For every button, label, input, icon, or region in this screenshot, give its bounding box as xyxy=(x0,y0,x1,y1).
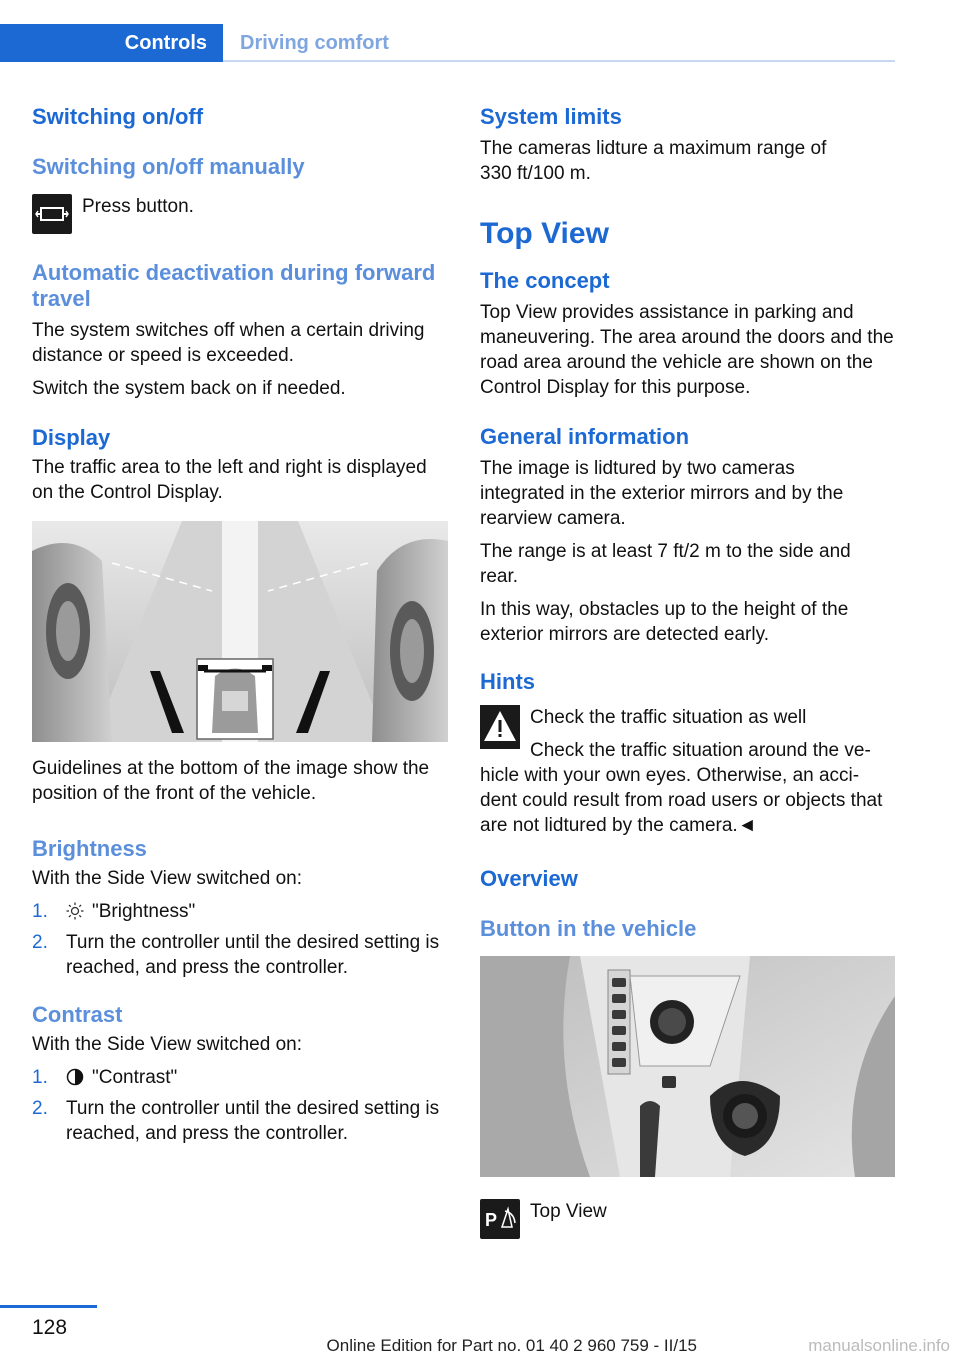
svg-text:P: P xyxy=(485,1210,498,1230)
heading-switching-manually: Switching on/off manually xyxy=(32,154,305,179)
paragraph-display: The traffic area to the left and right is displayed on the Control Display. xyxy=(32,457,427,503)
paragraph-contrast: With the Side View switched on: xyxy=(32,1034,303,1055)
tab-underline xyxy=(223,60,895,62)
sun-icon xyxy=(66,902,84,920)
paragraph-general-3: In this way, obstacles up to the height of the exterior mirrors are detected early. xyxy=(480,599,849,645)
footer-rule xyxy=(0,1305,97,1308)
heading-button-in-vehicle: Button in the vehicle xyxy=(480,916,697,941)
top-view-label: Top View xyxy=(530,1201,607,1222)
right-column xyxy=(480,100,896,1245)
warning-triangle-icon xyxy=(480,705,520,749)
heading-brightness: Brightness xyxy=(32,836,147,861)
press-button-row xyxy=(32,194,448,240)
paragraph-brightness: With the Side View switched on: xyxy=(32,868,303,889)
paragraph-switch-back: Switch the system back on if needed. xyxy=(32,378,346,399)
heading-automatic-deactivation: Automatic deactivation during forward travel xyxy=(32,260,436,311)
top-view-button-icon xyxy=(480,1199,520,1239)
side-view-button-icon xyxy=(32,194,72,234)
step-number: 2. xyxy=(32,932,48,953)
side-view-display-image xyxy=(32,521,448,742)
press-button-text: Press button. xyxy=(82,196,194,217)
warning-text: hicle with your own eyes. Otherwise, an acci-dent could result from road users or objects that are not lidtured by the camera.◄ xyxy=(480,765,883,836)
contrast-icon xyxy=(66,1068,84,1086)
left-column xyxy=(32,100,448,1152)
top-view-button-row xyxy=(480,1199,896,1245)
list-item xyxy=(32,899,448,924)
heading-general-information: General information xyxy=(480,424,690,449)
paragraph-system-limits: The cameras lidture a maximum range of 330 ft/100 m. xyxy=(480,138,827,184)
heading-display: Display xyxy=(32,425,111,450)
heading-hints: Hints xyxy=(480,669,535,694)
heading-top-view: Top View xyxy=(480,217,609,250)
paragraph-general-2: The range is at least 7 ft/2 m to the side and rear. xyxy=(480,541,851,587)
brightness-steps xyxy=(32,899,448,980)
heading-contrast: Contrast xyxy=(32,1002,123,1027)
step-text: Turn the controller until the desired setting is reached, and press the controller. xyxy=(66,1098,440,1144)
image-caption: Guidelines at the bottom of the image show the position of the front of the vehicle. xyxy=(32,758,430,804)
tab-controls[interactable]: Controls xyxy=(0,24,223,62)
center-console-image xyxy=(480,956,895,1177)
heading-switching-on-off: Switching on/off xyxy=(32,104,204,129)
contrast-steps xyxy=(32,1065,448,1146)
heading-system-limits: System limits xyxy=(480,104,622,129)
list-item xyxy=(32,1096,448,1146)
warning-text-first-line: Check the traffic situation around the ve- xyxy=(530,740,871,761)
warning-title: Check the traffic situation as well xyxy=(530,707,807,728)
warning-block xyxy=(480,705,896,838)
page-number: 128 xyxy=(32,1316,68,1339)
step-number: 1. xyxy=(32,1067,48,1088)
list-item xyxy=(32,1065,448,1090)
step-text: "Brightness" xyxy=(92,901,196,922)
list-item xyxy=(32,930,448,980)
step-number: 1. xyxy=(32,901,48,922)
tab-driving-comfort[interactable]: Driving comfort xyxy=(240,32,389,54)
heading-overview: Overview xyxy=(480,866,578,891)
paragraph-concept: Top View provides assistance in parking and maneuvering. The area around the doors and the road area around the vehicle are shown on the Control Display for this purpose. xyxy=(480,302,894,398)
step-text: "Contrast" xyxy=(92,1067,178,1088)
step-text: Turn the controller until the desired setting is reached, and press the controller. xyxy=(66,932,440,978)
paragraph-deactivation: The system switches off when a certain driving distance or speed is exceeded. xyxy=(32,320,425,366)
paragraph-general-1: The image is lidtured by two cameras integrated in the exterior mirrors and by the rearview camera. xyxy=(480,458,844,529)
heading-concept: The concept xyxy=(480,268,610,293)
step-number: 2. xyxy=(32,1098,48,1119)
chapter-tabs xyxy=(0,24,895,62)
edition-text: Online Edition for Part no. 01 40 2 960 759 - II/15 xyxy=(326,1336,697,1355)
watermark: manualsonline.info xyxy=(808,1336,950,1355)
